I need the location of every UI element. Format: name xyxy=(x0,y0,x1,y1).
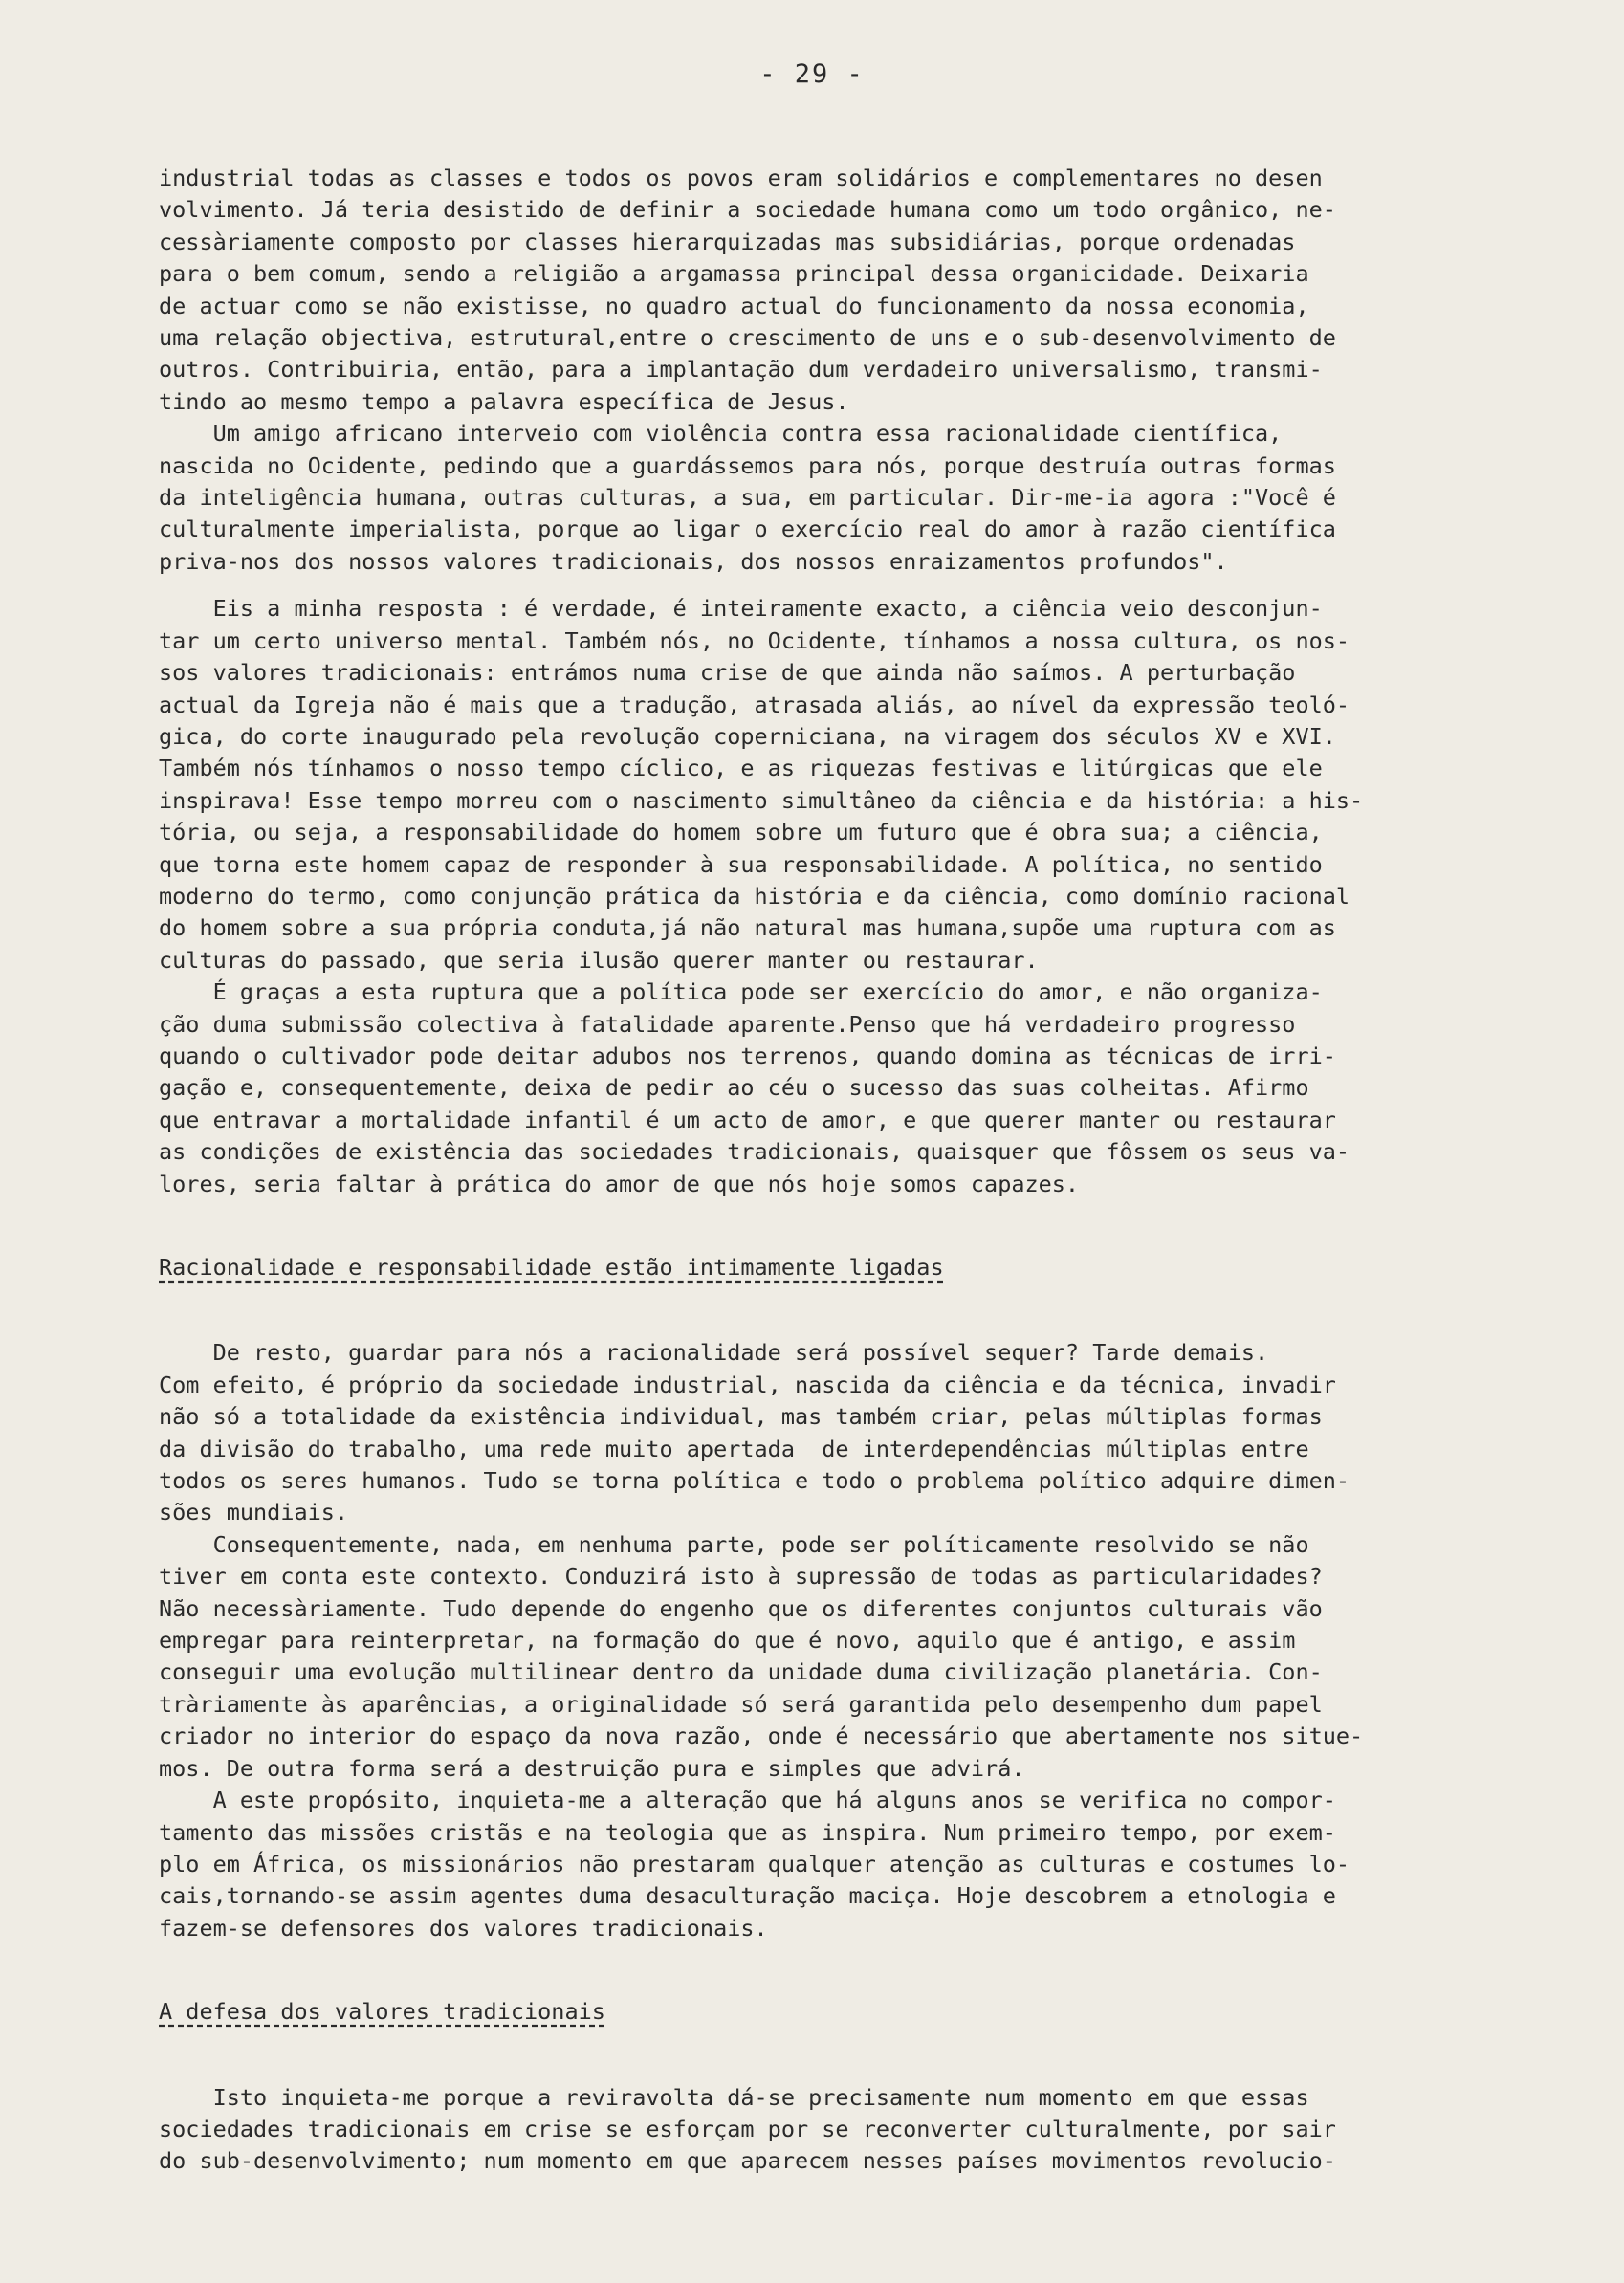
paragraph: industrial todas as classes e todos os povos eram solidários e complementares no desen volvimento. Já teria desistido de definir a sociedade humana como um todo orgânico, ne- cessàriamente composto por classes hierarquizadas mas subsidiárias, porque ordenadas para o bem comum, sendo a religião a argamassa principal dessa organicidade. Deixaria de actuar como se não existisse, no quadro actual do funcionamento da nossa economia, uma relação objectiva, estrutural,entre o crescimento de uns e o sub-desenvolvimento de outros. Contribuiria, então, para a implantação dum verdadeiro universalismo, transmi- tindo ao mesmo tempo a palavra específica de Jesus. xyxy=(159,165,1336,415)
section-heading: A defesa dos valores tradicionais xyxy=(159,1998,605,2026)
paragraph: De resto, guardar para nós a racionalidade será possível sequer? Tarde demais. Com efeito, é próprio da sociedade industrial, nascida da ciência e da técnica, invadir não só a totalidade da existência individual, mas também criar, pelas múltiplas formas da divisão do trabalho, uma rede muito apertada de interdependências múltiplas entre todos os seres humanos. Tudo se torna política e todo o problema político adquire dimen- sões mundiais. xyxy=(159,1339,1350,1526)
paragraph: Um amigo africano interveio com violência contra essa racionalidade científica, nascida no Ocidente, pedindo que a guardássemos para nós, porque destruía outras formas da inteligência humana, outras culturas, a sua, em particular. Dir-me-ia agora :"Você é culturalmente imperialista, porque ao ligar o exercício real do amor à razão científica priva-nos dos nossos valores tradicionais, dos nossos enraizamentos profundos". xyxy=(159,420,1336,575)
paragraph: Isto inquieta-me porque a reviravolta dá-se precisamente num momento em que essas sociedades tradicionais em crise se esforçam por se reconverter culturalmente, por sair do sub-desenvolvimento; num momento em que aparecem nesses países movimentos revolucio- xyxy=(159,2083,1336,2175)
paragraph: Eis a minha resposta : é verdade, é inteiramente exacto, a ciência veio desconjun- tar um certo universo mental. Também nós, no Ocidente, tínhamos a nossa cultura, os nos- sos valores tradicionais: entrámos numa crise de que ainda não saímos. A perturbação actual da Igreja não é mais que a tradução, atrasada aliás, ao nível da expressão teoló- gica, do corte inaugurado pela revolução coperniciana, na viragem dos séculos XV e XVI. Também nós tínhamos o nosso tempo cíclico, e as riquezas festivas e litúrgicas que ele inspirava! Esse tempo morreu com o nascimento simultâneo da ciência e da história: a his- tória, ou seja, a responsabilidade do homem sobre um futuro que é obra sua; a ciência, que torna este homem capaz de responder à sua responsabilidade. A política, no sentido moderno do termo, como conjunção prática da história e da ciência, como domínio racional do homem sobre a sua própria conduta,já não natural mas humana,supõe uma ruptura com as culturas do passado, que seria ilusão querer manter ou restaurar. xyxy=(159,595,1364,974)
page-number: - 29 - xyxy=(759,59,865,89)
paragraph: É graças a esta ruptura que a política pode ser exercício do amor, e não organiza- ção duma submissão colectiva à fatalidade aparente.Penso que há verdadeiro progresso quando o cultivador pode deitar adubos nos terrenos, quando domina as técnicas de irri- gação e, consequentemente, deixa de pedir ao céu o sucesso das suas colheitas. Afirmo que entravar a mortalidade infantil é um acto de amor, e que querer manter ou restaurar as condições de existência das sociedades tradicionais, quaisquer que fôssem os seus va- lores, seria faltar à prática do amor de que nós hoje somos capazes. xyxy=(159,978,1350,1197)
document-body xyxy=(159,163,1555,2178)
section-heading: Racionalidade e responsabilidade estão intimamente ligadas xyxy=(159,1254,944,1281)
paragraph: Consequentemente, nada, em nenhuma parte, pode ser políticamente resolvido se não tiver em conta este contexto. Conduzirá isto à supressão de todas as particularidades? Não necessàriamente. Tudo depende do engenho que os diferentes conjuntos culturais vão empregar para reinterpretar, na formação do que é novo, aquilo que é antigo, e assim conseguir uma evolução multilinear dentro da unidade duma civilização planetária. Con- tràriamente às aparências, a originalidade só será garantida pelo desempenho dum papel criador no interior do espaço da nova razão, onde é necessário que abertamente nos situe- mos. De outra forma será a destruição pura e simples que advirá. xyxy=(159,1530,1364,1782)
paragraph: A este propósito, inquieta-me a alteração que há alguns anos se verifica no compor- tamento das missões cristãs e na teologia que as inspira. Num primeiro tempo, por exem- plo em África, os missionários não prestaram qualquer atenção as culturas e costumes lo- cais,tornando-se assim agentes duma desaculturação maciça. Hoje descobrem a etnologia e fazem-se defensores dos valores tradicionais. xyxy=(159,1787,1350,1942)
